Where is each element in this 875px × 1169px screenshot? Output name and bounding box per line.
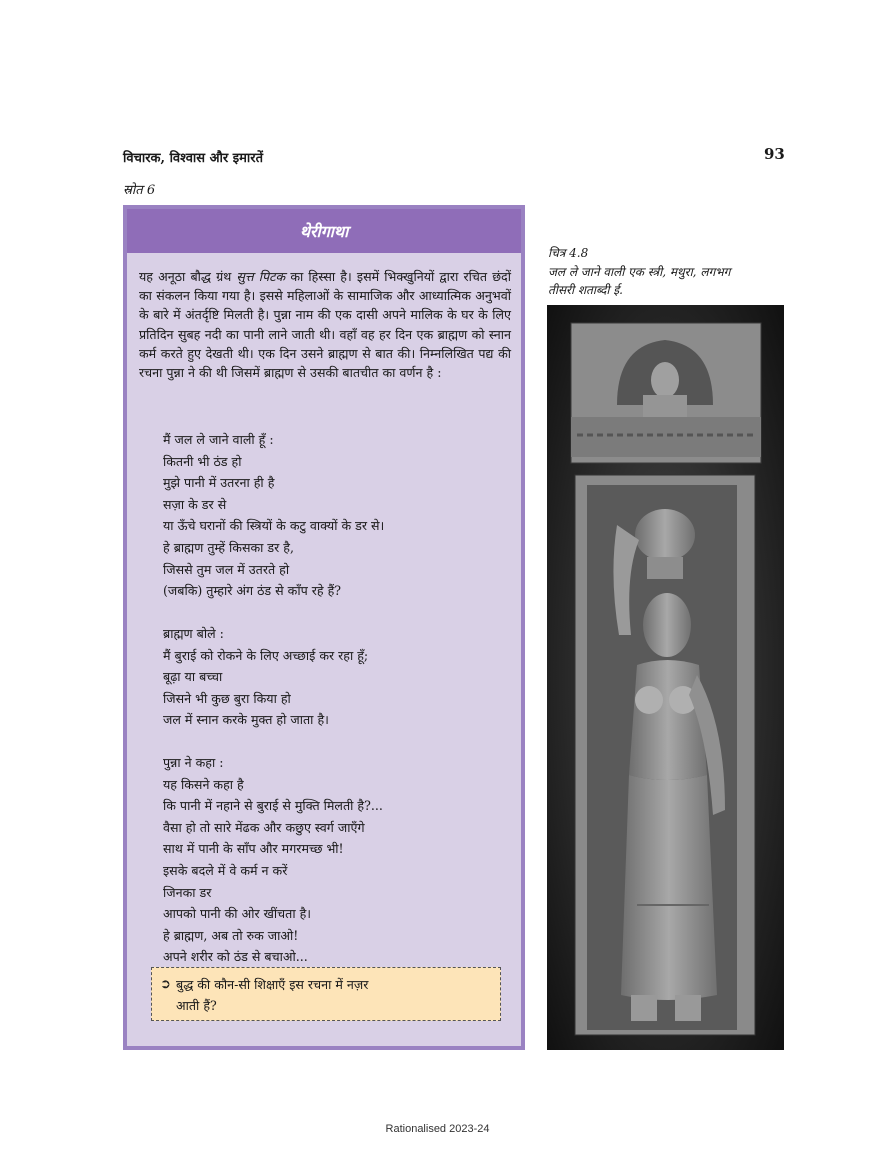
poem-line: अपने शरीर को ठंड से बचाओ...	[163, 949, 308, 965]
poem-line: जिसने भी कुछ बुरा किया हो	[163, 690, 291, 706]
source-box-title: थेरीगाथा	[299, 222, 349, 241]
poem-line: ब्राह्मण बोले :	[163, 626, 224, 641]
poem-line: कि पानी में नहाने से बुराई से मुक्ति मिलती है?...	[163, 798, 383, 814]
poem-line: साथ में पानी के साँप और मगरमच्छ भी!	[163, 841, 344, 857]
poem-line: इसके बदले में वे कर्म न करें	[163, 862, 288, 878]
poem-line: मुझे पानी में उतरना ही है	[163, 475, 275, 491]
intro-text-rest: का हिस्सा है। इसमें भिक्खुनियों द्वारा रचित छंदों का संकलन किया गया है। इससे महिलाओं के सामाजिक और आध्यात्मिक अनुभवों के बारे में अंतर्दृष्टि मिलती है। पुन्ना नाम की एक दासी अपने मालिक के घर के लिए प्रतिदिन सुबह नदी का पानी लाने जाती थी। वहाँ वह हर दिन एक ब्राह्मण को स्नान कर्म करते हुए देखती थी। एक दिन उसने ब्राह्मण से बात की। निम्नलिखित पद्य की रचना पुन्ना ने की थी जिसमें ब्राह्मण से उसकी बातचीत का वर्णन है :	[139, 269, 511, 381]
poem-line: जिससे तुम जल में उतरते हो	[163, 561, 290, 577]
poem-line: मैं जल ले जाने वाली हूँ :	[163, 432, 274, 447]
poem-line: (जबकि) तुम्हारे अंग ठंड से काँप रहे हैं?	[163, 583, 342, 599]
poem-line: वैसा हो तो सारे मेंढक और कछुए स्वर्ग जाएँगे	[163, 819, 365, 835]
source-box-header	[127, 209, 521, 253]
arrow-circle-icon: ➲	[160, 977, 171, 992]
running-head: विचारक, विश्वास और इमारतें	[123, 151, 263, 166]
poem-line: बूढ़ा या बच्चा	[163, 669, 223, 685]
poem-line: कितनी भी ठंड हो	[163, 453, 242, 469]
poem-line: पुन्ना ने कहा :	[163, 755, 224, 770]
poem-line: जिनका डर	[163, 884, 212, 900]
poem-line: या ऊँचे घरानों की स्त्रियों के कटु वाक्यों के डर से।	[163, 518, 385, 534]
figure-caption-line: जल ले जाने वाली एक स्त्री, मथुरा, लगभग	[548, 264, 731, 279]
sculpture-photo	[547, 305, 784, 1050]
poem-stanza-2	[163, 623, 368, 731]
figure-number: चित्र 4.8	[548, 246, 589, 260]
poem-line: यह किसने कहा है	[163, 776, 244, 792]
poem-line: सज़ा के डर से	[163, 496, 227, 512]
poem-line: आपको पानी की ओर खींचता है।	[163, 906, 312, 922]
intro-text-start: यह अनूठा बौद्ध ग्रंथ	[139, 269, 237, 284]
intro-paragraph	[139, 267, 511, 382]
poem-stanza-3	[163, 752, 383, 968]
source-box	[123, 205, 525, 1050]
poem-stanza-1	[163, 429, 384, 602]
question-box	[151, 967, 501, 1021]
poem-line: जल में स्नान करके मुक्त हो जाता है।	[163, 712, 329, 728]
figure-caption	[548, 244, 730, 300]
source-label: स्रोत 6	[123, 183, 156, 198]
figure-caption-line: तीसरी शताब्दी ई.	[548, 283, 623, 297]
poem-line: मैं बुराई को रोकने के लिए अच्छाई कर रहा हूँ;	[163, 647, 369, 663]
intro-text-italic: सुत्त पिटक	[236, 269, 286, 284]
poem-line: हे ब्राह्मण तुम्हें किसका डर है,	[163, 539, 294, 555]
page-number: 93	[764, 145, 785, 163]
footer-text: Rationalised 2023-24	[385, 1123, 490, 1135]
question-line: आती हैं?	[176, 998, 217, 1013]
question-line: बुद्ध की कौन-सी शिक्षाएँ इस रचना में नज़र	[176, 977, 369, 992]
poem-line: हे ब्राह्मण, अब तो रुक जाओ!	[163, 927, 299, 943]
